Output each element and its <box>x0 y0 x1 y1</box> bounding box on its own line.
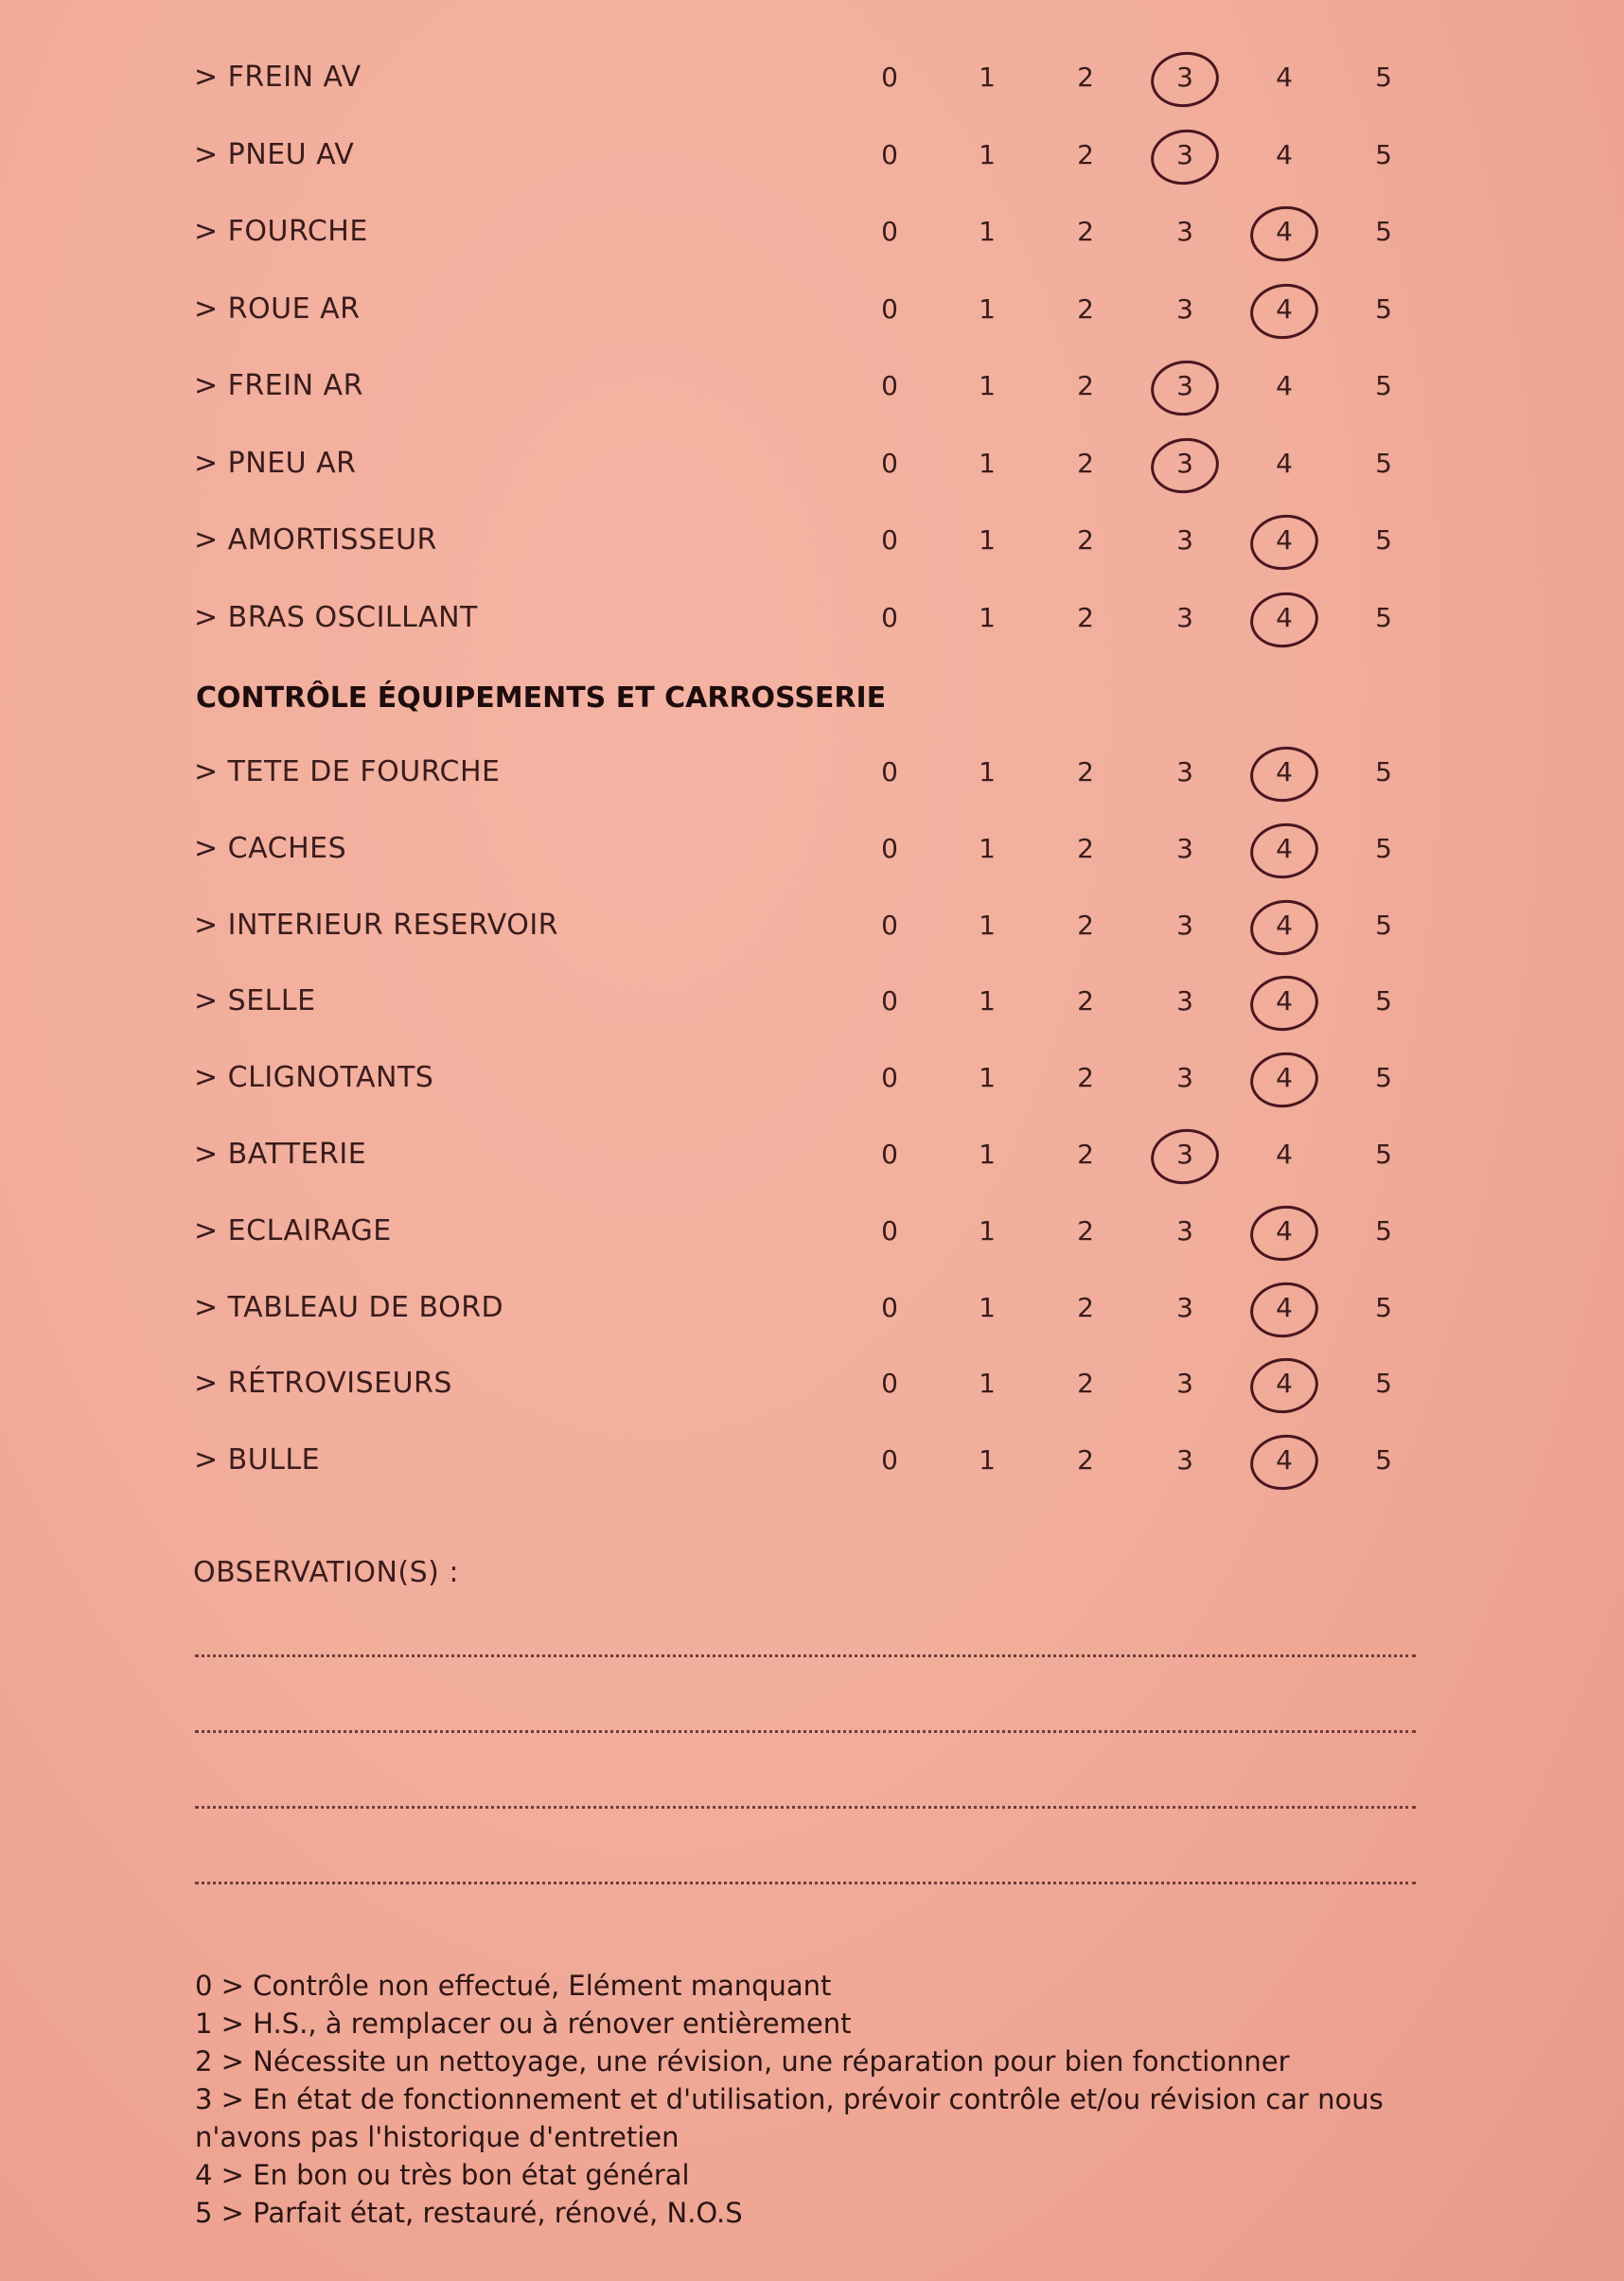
item-label: > FREIN AV <box>194 61 362 94</box>
item-label: > INTERIEUR RESERVOIR <box>194 908 559 942</box>
score-option[interactable]: 0 <box>881 524 898 556</box>
item-label: > RÉTROVISEURS <box>194 1367 452 1401</box>
checklist-row <box>0 49 1624 106</box>
score-option-circled[interactable]: 4 <box>1256 1432 1313 1489</box>
score-option[interactable]: 3 <box>1176 1291 1193 1323</box>
score-option[interactable]: 3 <box>1176 601 1193 633</box>
score-option-circled[interactable]: 4 <box>1256 512 1313 569</box>
observations-label: OBSERVATION(S) : <box>193 1556 459 1589</box>
score-option[interactable]: 5 <box>1375 370 1392 401</box>
item-label: > ECLAIRAGE <box>194 1213 392 1247</box>
score-option[interactable]: 0 <box>881 1444 898 1476</box>
score-option-circled[interactable]: 4 <box>1256 203 1313 260</box>
score-option-circled[interactable]: 4 <box>1256 590 1313 646</box>
score-option[interactable]: 5 <box>1375 292 1392 325</box>
score-option[interactable]: 5 <box>1375 1444 1392 1476</box>
checklist-row <box>0 358 1624 415</box>
score-option[interactable]: 1 <box>979 138 996 170</box>
score-option-circled[interactable]: 4 <box>1256 1050 1313 1106</box>
score-option[interactable]: 1 <box>979 62 996 93</box>
score-option[interactable]: 5 <box>1375 909 1392 941</box>
score-option[interactable]: 4 <box>1276 447 1293 479</box>
checklist-row <box>0 127 1624 184</box>
score-option[interactable]: 0 <box>881 1062 898 1094</box>
score-option[interactable]: 5 <box>1375 1139 1392 1170</box>
score-option[interactable]: 3 <box>1176 909 1193 941</box>
legend-item: 0 > Contrôle non effectué, Elément manquant <box>195 1970 832 2002</box>
score-option[interactable]: 0 <box>881 832 898 864</box>
score-option[interactable]: 4 <box>1276 370 1293 401</box>
item-label: > SELLE <box>194 984 316 1018</box>
item-label: > BATTERIE <box>194 1138 367 1171</box>
score-option[interactable]: 4 <box>1276 1139 1293 1170</box>
item-label: > AMORTISSEUR <box>194 523 437 557</box>
score-option-circled[interactable]: 4 <box>1256 973 1313 1030</box>
checklist-row <box>0 897 1624 954</box>
observation-line[interactable] <box>195 1730 1416 1733</box>
score-option[interactable]: 5 <box>1375 1291 1392 1323</box>
item-label: > BRAS OSCILLANT <box>194 600 478 634</box>
score-option[interactable]: 2 <box>1077 216 1094 247</box>
checklist-row <box>0 1355 1624 1412</box>
score-option[interactable]: 2 <box>1077 909 1094 941</box>
score-option[interactable]: 0 <box>881 1214 898 1247</box>
score-option[interactable]: 3 <box>1176 216 1193 247</box>
score-option[interactable]: 1 <box>979 1368 996 1400</box>
score-option[interactable]: 4 <box>1276 62 1293 93</box>
score-option[interactable]: 5 <box>1375 216 1392 247</box>
score-option[interactable]: 1 <box>979 909 996 941</box>
score-option[interactable]: 1 <box>979 1062 996 1094</box>
score-option-circled[interactable]: 4 <box>1256 1203 1313 1260</box>
score-option-circled[interactable]: 4 <box>1256 281 1313 338</box>
score-option[interactable]: 5 <box>1375 832 1392 864</box>
item-label: > FOURCHE <box>194 215 368 248</box>
score-option[interactable]: 3 <box>1176 1214 1193 1247</box>
score-option[interactable]: 5 <box>1375 447 1392 479</box>
score-option[interactable]: 2 <box>1077 1214 1094 1247</box>
legend-item: 4 > En bon ou très bon état général <box>195 2159 690 2191</box>
score-option[interactable]: 2 <box>1077 447 1094 479</box>
score-option-circled[interactable]: 4 <box>1256 744 1313 801</box>
score-option[interactable]: 1 <box>979 1139 996 1170</box>
score-option[interactable]: 0 <box>881 756 898 787</box>
checklist-row <box>0 590 1624 646</box>
score-option[interactable]: 0 <box>881 216 898 247</box>
score-option-circled[interactable]: 3 <box>1156 358 1213 415</box>
checklist-row <box>0 1203 1624 1260</box>
score-option[interactable]: 1 <box>979 292 996 325</box>
score-option[interactable]: 1 <box>979 524 996 556</box>
score-option[interactable]: 0 <box>881 447 898 479</box>
score-option[interactable]: 5 <box>1375 601 1392 633</box>
score-option[interactable]: 1 <box>979 216 996 247</box>
section-title: CONTRÔLE ÉQUIPEMENTS ET CARROSSERIE <box>196 681 887 715</box>
score-option[interactable]: 1 <box>979 756 996 787</box>
score-option[interactable]: 1 <box>979 1291 996 1323</box>
legend-item: 5 > Parfait état, restauré, rénové, N.O.S <box>195 2197 743 2229</box>
score-option-circled[interactable]: 4 <box>1256 1355 1313 1412</box>
score-option[interactable]: 0 <box>881 138 898 170</box>
score-option[interactable]: 5 <box>1375 756 1392 787</box>
checklist-row <box>0 821 1624 877</box>
score-option[interactable]: 2 <box>1077 756 1094 787</box>
score-option-circled[interactable]: 3 <box>1156 435 1213 492</box>
score-option[interactable]: 5 <box>1375 62 1392 93</box>
score-option[interactable]: 2 <box>1077 1291 1094 1323</box>
score-option[interactable]: 0 <box>881 1139 898 1170</box>
score-option[interactable]: 3 <box>1176 1444 1193 1476</box>
score-option[interactable]: 1 <box>979 447 996 479</box>
rating-legend <box>195 1967 1444 2232</box>
checklist-row <box>0 512 1624 569</box>
checklist-row <box>0 744 1624 801</box>
checklist-row <box>0 1126 1624 1183</box>
item-label: > CACHES <box>194 831 347 865</box>
score-option-circled[interactable]: 3 <box>1156 49 1213 106</box>
item-label: > TETE DE FOURCHE <box>194 755 501 788</box>
score-option[interactable]: 3 <box>1176 832 1193 864</box>
score-option[interactable]: 0 <box>881 292 898 325</box>
checklist-row <box>0 1432 1624 1489</box>
score-option[interactable]: 0 <box>881 601 898 633</box>
legend-item: 3 > En état de fonctionnement et d'utilisation, prévoir contrôle et/ou révision car nous n'avons pas l'historique d'entretien <box>195 2083 1384 2153</box>
score-option-circled[interactable]: 3 <box>1156 1126 1213 1183</box>
observation-line[interactable] <box>195 1882 1416 1884</box>
score-option[interactable]: 2 <box>1077 1444 1094 1476</box>
score-option[interactable]: 1 <box>979 1214 996 1247</box>
score-option[interactable]: 2 <box>1077 601 1094 633</box>
score-option[interactable]: 3 <box>1176 756 1193 787</box>
checklist-row <box>0 435 1624 492</box>
score-option[interactable]: 3 <box>1176 524 1193 556</box>
score-option[interactable]: 3 <box>1176 1062 1193 1094</box>
item-label: > CLIGNOTANTS <box>194 1061 434 1095</box>
score-option-circled[interactable]: 4 <box>1256 897 1313 954</box>
score-option[interactable]: 4 <box>1276 138 1293 170</box>
score-option[interactable]: 2 <box>1077 1139 1094 1170</box>
score-option[interactable]: 2 <box>1077 62 1094 93</box>
score-option-circled[interactable]: 4 <box>1256 821 1313 877</box>
score-option[interactable]: 1 <box>979 1444 996 1476</box>
score-option[interactable]: 5 <box>1375 138 1392 170</box>
score-option[interactable]: 2 <box>1077 832 1094 864</box>
score-option[interactable]: 5 <box>1375 1368 1392 1400</box>
score-option-circled[interactable]: 4 <box>1256 1280 1313 1336</box>
checklist-row <box>0 1050 1624 1106</box>
item-label: > ROUE AR <box>194 292 361 326</box>
score-option[interactable]: 5 <box>1375 1214 1392 1247</box>
score-option[interactable]: 1 <box>979 370 996 401</box>
item-label: > FREIN AR <box>194 369 363 402</box>
item-label: > PNEU AV <box>194 137 355 171</box>
score-option[interactable]: 3 <box>1176 1368 1193 1400</box>
score-option[interactable]: 2 <box>1077 1368 1094 1400</box>
score-option-circled[interactable]: 3 <box>1156 127 1213 184</box>
score-option[interactable]: 0 <box>881 1368 898 1400</box>
score-option[interactable]: 1 <box>979 832 996 864</box>
score-option[interactable]: 0 <box>881 1291 898 1323</box>
checklist-row <box>0 203 1624 260</box>
legend-item: 1 > H.S., à remplacer ou à rénover entièrement <box>195 2007 852 2040</box>
score-option[interactable]: 1 <box>979 985 996 1017</box>
score-option[interactable]: 2 <box>1077 370 1094 401</box>
observation-line[interactable] <box>195 1654 1416 1657</box>
item-label: > TABLEAU DE BORD <box>194 1290 504 1324</box>
score-option[interactable]: 5 <box>1375 985 1392 1017</box>
checklist-row <box>0 1280 1624 1336</box>
score-option[interactable]: 0 <box>881 985 898 1017</box>
score-option[interactable]: 3 <box>1176 292 1193 325</box>
score-option[interactable]: 2 <box>1077 985 1094 1017</box>
score-option[interactable]: 0 <box>881 62 898 93</box>
score-option[interactable]: 0 <box>881 909 898 941</box>
score-option[interactable]: 5 <box>1375 524 1392 556</box>
score-option[interactable]: 0 <box>881 370 898 401</box>
score-option[interactable]: 2 <box>1077 292 1094 325</box>
score-option[interactable]: 2 <box>1077 524 1094 556</box>
item-label: > PNEU AR <box>194 446 357 480</box>
score-option[interactable]: 1 <box>979 601 996 633</box>
checklist-row <box>0 973 1624 1030</box>
legend-item: 2 > Nécessite un nettoyage, une révision, une réparation pour bien fonctionner <box>195 2045 1290 2078</box>
score-option[interactable]: 5 <box>1375 1062 1392 1094</box>
checklist-row <box>0 281 1624 338</box>
score-option[interactable]: 3 <box>1176 985 1193 1017</box>
item-label: > BULLE <box>194 1443 321 1477</box>
score-option[interactable]: 2 <box>1077 1062 1094 1094</box>
observation-line[interactable] <box>195 1806 1416 1809</box>
score-option[interactable]: 2 <box>1077 138 1094 170</box>
